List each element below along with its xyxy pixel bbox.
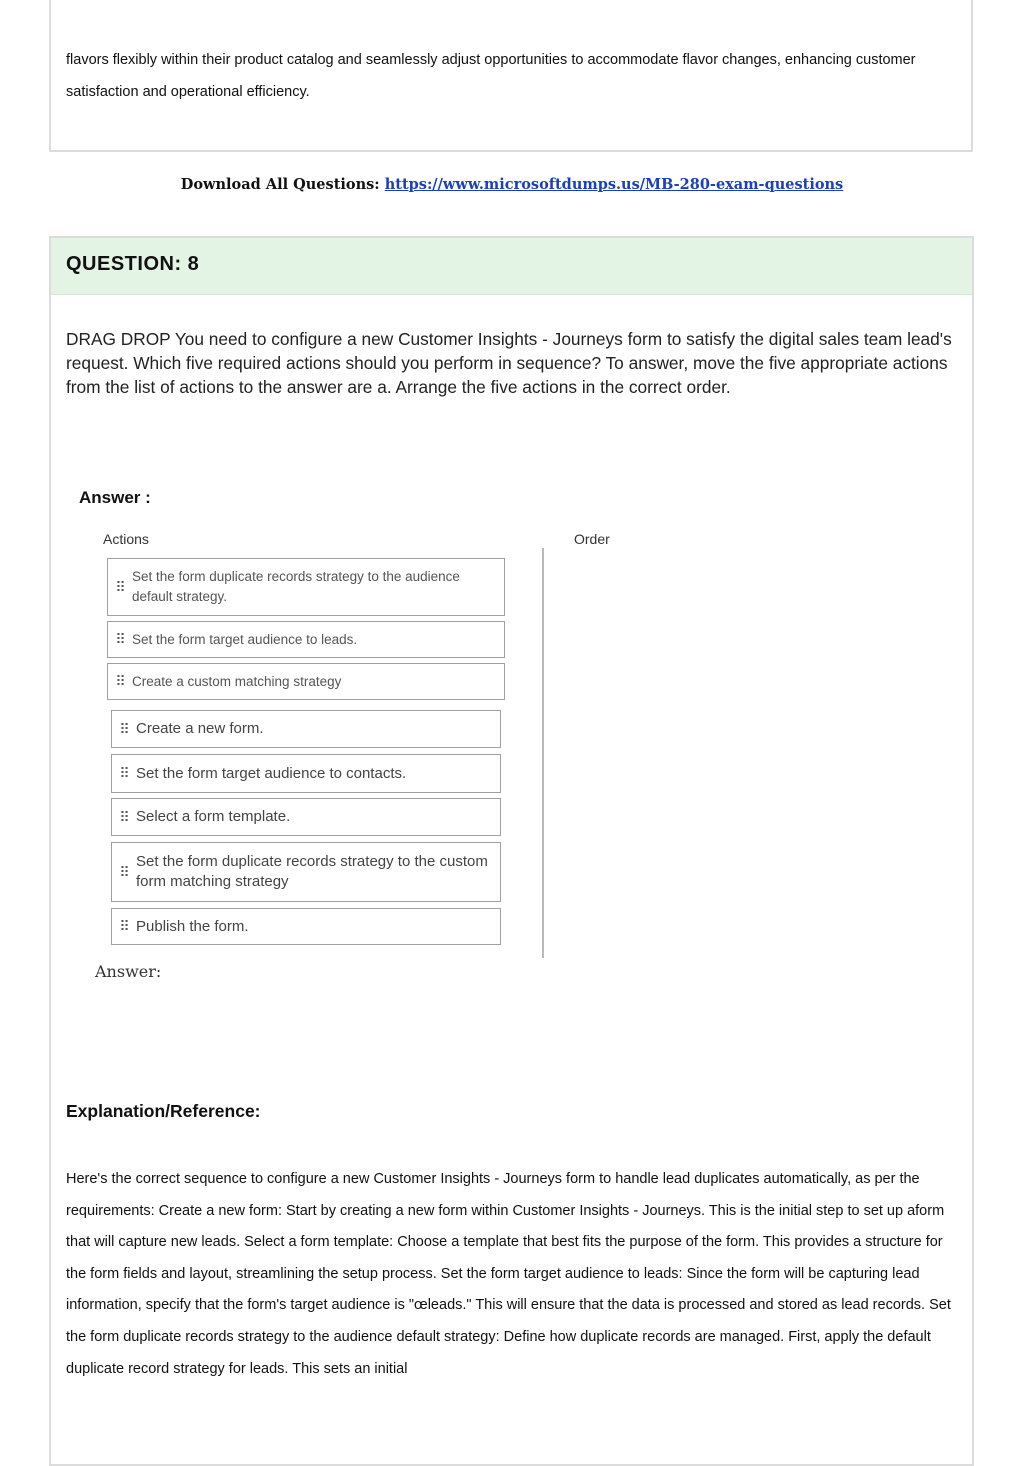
action-label: Set the form duplicate records strategy to the custom form matching strategy — [136, 853, 488, 890]
previous-answer-box — [49, 0, 973, 152]
order-header: Order — [574, 531, 610, 547]
download-link[interactable]: https://www.microsoftdumps.us/MB-280-exam-questions — [384, 176, 844, 193]
download-label: Download All Questions: — [180, 176, 380, 193]
action-item[interactable] — [111, 754, 501, 793]
answer-caption: Answer: — [95, 962, 162, 981]
drag-handle-icon[interactable]: ⠿ — [115, 673, 125, 689]
download-banner — [0, 176, 1024, 193]
action-item[interactable] — [111, 908, 501, 945]
drag-handle-icon[interactable]: ⠿ — [119, 808, 129, 825]
question-text: DRAG DROP You need to configure a new Customer Insights - Journeys form to satisfy the digital sales team lead's request. Which five required actions should you perform in sequence? To answer, move the five appropriate actions from the list of actions to the answer are a. Arrange the five actions in the correct order. — [66, 329, 952, 397]
drag-handle-icon[interactable]: ⠿ — [119, 863, 129, 880]
action-label: Create a custom matching strategy — [132, 673, 342, 689]
action-label: Select a form template. — [136, 808, 291, 825]
drag-handle-icon[interactable]: ⠿ — [119, 918, 129, 934]
action-label: Set the form target audience to contacts. — [136, 764, 407, 782]
question-card — [49, 236, 974, 1466]
drag-handle-icon[interactable]: ⠿ — [119, 720, 129, 737]
drag-handle-icon[interactable]: ⠿ — [119, 765, 129, 781]
action-label: Create a new form. — [136, 720, 264, 737]
action-label: Set the form target audience to leads. — [132, 631, 358, 647]
answer-label: Answer : — [79, 488, 151, 507]
drag-handle-icon[interactable]: ⠿ — [115, 631, 125, 647]
explanation-text: Here's the correct sequence to configure a new Customer Insights - Journeys form to handle lead duplicates automatically, as per the requirements: Create a new form: Start by creating a new form within Customer Insights - Journeys. This is the initial step to set up aform that will capture new leads. Select a form template: Choose a template that best fits the purpose of the form. This provides a structure for the form fields and layout, streamlining the setup process. Set the form target audience to leads: Since the form will be capturing lead information, specify that the form's target audience is "œleads." This will ensure that the data is processed and stored as lead records. Set the form duplicate records strategy to the audience default strategy: Define how duplicate records are managed. First, apply the default duplicate record strategy for leads. This sets an initial — [66, 1171, 951, 1377]
action-item[interactable] — [111, 798, 501, 836]
action-item[interactable] — [111, 842, 501, 902]
column-divider — [542, 548, 544, 958]
action-item[interactable] — [107, 621, 505, 658]
previous-answer-text: flavors flexibly within their product catalog and seamlessly adjust opportunities to accommodate flavor changes, enhancing customer satisfaction and operational efficiency. — [66, 52, 916, 100]
action-item[interactable] — [107, 663, 505, 700]
actions-header: Actions — [103, 531, 149, 547]
question-header — [51, 238, 972, 295]
drag-handle-icon[interactable]: ⠿ — [115, 578, 125, 595]
question-title: QUESTION: 8 — [66, 253, 200, 275]
action-item[interactable] — [107, 558, 505, 616]
drag-drop-image — [99, 528, 629, 988]
action-label: Set the form duplicate records strategy to the audience default strategy. — [132, 569, 460, 604]
action-label: Publish the form. — [136, 917, 249, 935]
action-item[interactable] — [111, 710, 501, 748]
explanation-title: Explanation/Reference: — [66, 1101, 261, 1121]
